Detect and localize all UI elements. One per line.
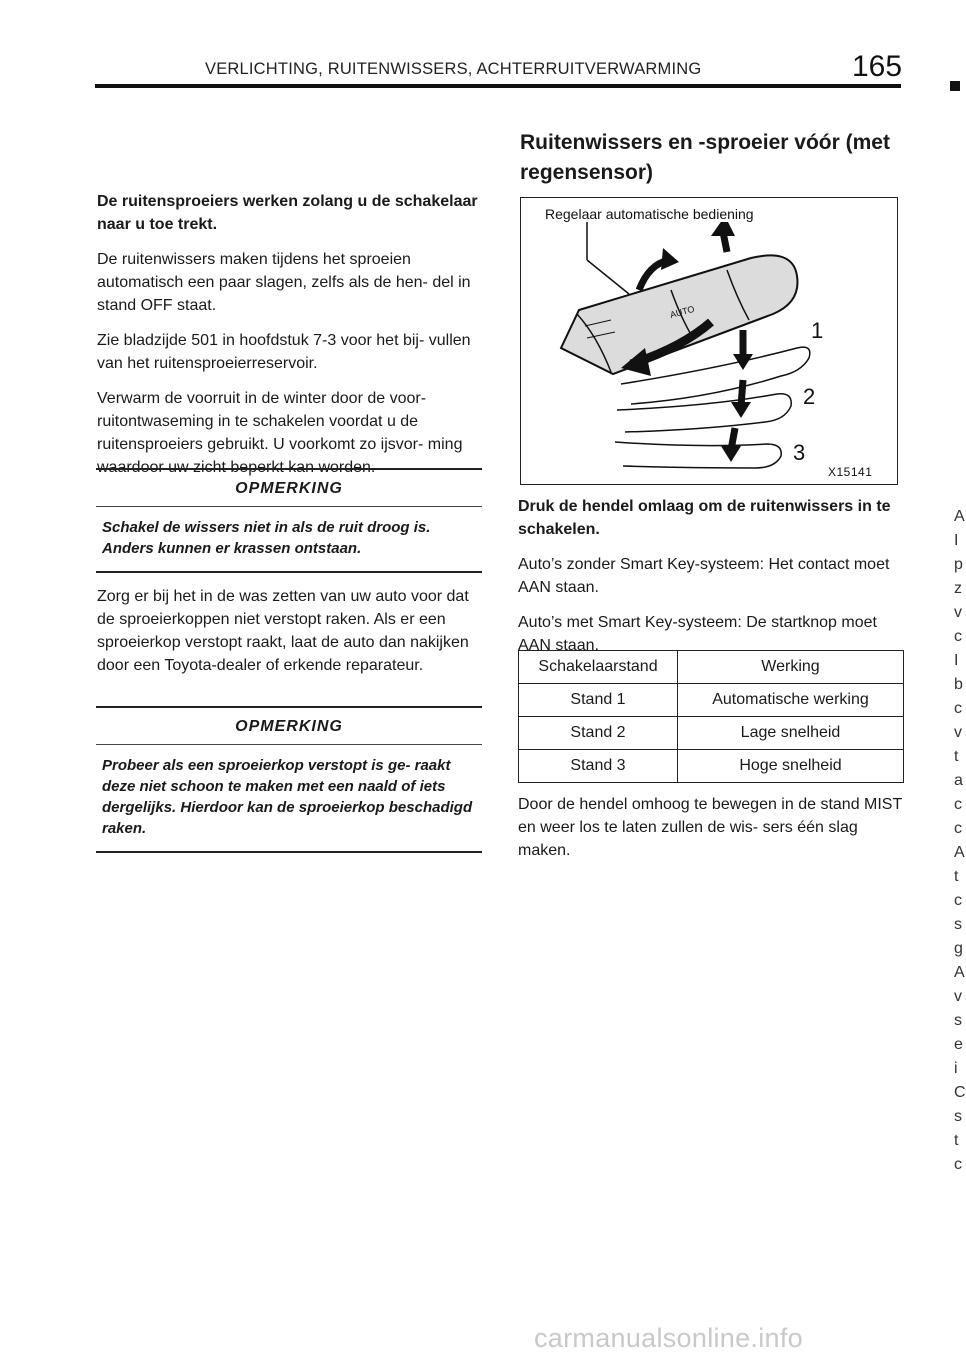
running-header: VERLICHTING, RUITENWISSERS, ACHTERRUITVERWARMING [205, 60, 702, 78]
figure-label: Regelaar automatische bediening [545, 206, 754, 222]
note-title: OPMERKING [96, 470, 482, 507]
table-header-cell: Schakelaarstand [519, 651, 678, 684]
paragraph: Zie bladzijde 501 in hoofdstuk 7-3 voor het bij- vullen van het ruitensproeierreservoir. [97, 332, 471, 372]
left-column-lower [97, 585, 482, 677]
table-row [519, 750, 904, 783]
wiper-lever-illustration [521, 198, 897, 484]
section-title: Ruitenwissers en -sproeier vóór (met regensensor) [520, 131, 890, 184]
page-number: 165 [852, 50, 903, 83]
note-title: OPMERKING [96, 708, 482, 745]
paragraph: Zorg er bij het in de was zetten van uw auto voor dat de sproeierkoppen niet verstopt raken. Als er een sproeierkop verstopt raakt, laat de auto dan nakijken door een Toyota-dealer of erkende reparateur. [97, 588, 469, 674]
table-row [519, 684, 904, 717]
left-column [97, 190, 482, 491]
note-box [96, 468, 482, 573]
note-text: Probeer als een sproeierkop verstopt is ge- raakt deze niet schoon te maken met een naald of iets dergelijks. Hierdoor kan de sproeierkop beschadigd raken. [102, 757, 473, 837]
figure-code: X15141 [828, 465, 873, 479]
table-cell: Hoge snelheid [678, 750, 904, 783]
table-cell: Automatische werking [678, 684, 904, 717]
header-rule [95, 84, 901, 88]
paragraph: Auto’s met Smart Key-systeem: De startknop moet AAN staan. [518, 614, 877, 654]
table-cell: Stand 1 [519, 684, 678, 717]
paragraph-bold-intro: Druk de hendel omlaag om de ruitenwissers in te schakelen. [518, 498, 891, 538]
watermark: carmanualsonline.info [534, 1323, 803, 1353]
right-column [518, 495, 903, 669]
lever-marking: AUTO [668, 303, 696, 320]
position-1-label: 1 [811, 318, 824, 343]
adjacent-page-edge-text: A I p z v c I b c v t a c c A t c s g A v s e i C s t c [954, 508, 966, 1173]
note-box [96, 706, 482, 853]
paragraph: Verwarm de voorruit in de winter door de voor- ruitontwaseming in te schakelen voordat u de ruitensproeiers gebruikt. U voorkomt zo ijsvor- ming waardoor uw zicht beperkt kan worden. [97, 390, 463, 476]
position-2-label: 2 [803, 384, 816, 409]
note-text: Schakel de wissers niet in als de ruit droog is. Anders kunnen er krassen ontstaan. [102, 519, 431, 557]
table-cell: Stand 3 [519, 750, 678, 783]
paragraph-bold-intro: De ruitensproeiers werken zolang u de schakelaar naar u toe trekt. [97, 193, 478, 233]
paragraph: Door de hendel omhoog te bewegen in de stand MIST en weer los te laten zullen de wis- sers één slag maken. [518, 796, 902, 859]
table-cell: Lage snelheid [678, 717, 904, 750]
table-header-cell: Werking [678, 651, 904, 684]
table-row [519, 717, 904, 750]
paragraph: Auto’s zonder Smart Key-systeem: Het contact moet AAN staan. [518, 556, 890, 596]
paragraph: De ruitenwissers maken tijdens het sproeien automatisch een paar slagen, zelfs als de hen- del in stand OFF staat. [97, 251, 471, 314]
right-column-lower [518, 793, 903, 862]
wiper-position-table [518, 650, 904, 783]
wiper-lever-figure [520, 197, 898, 485]
position-3-label: 3 [793, 440, 806, 465]
table-header-row [519, 651, 904, 684]
corner-mark [950, 81, 960, 91]
table-cell: Stand 2 [519, 717, 678, 750]
